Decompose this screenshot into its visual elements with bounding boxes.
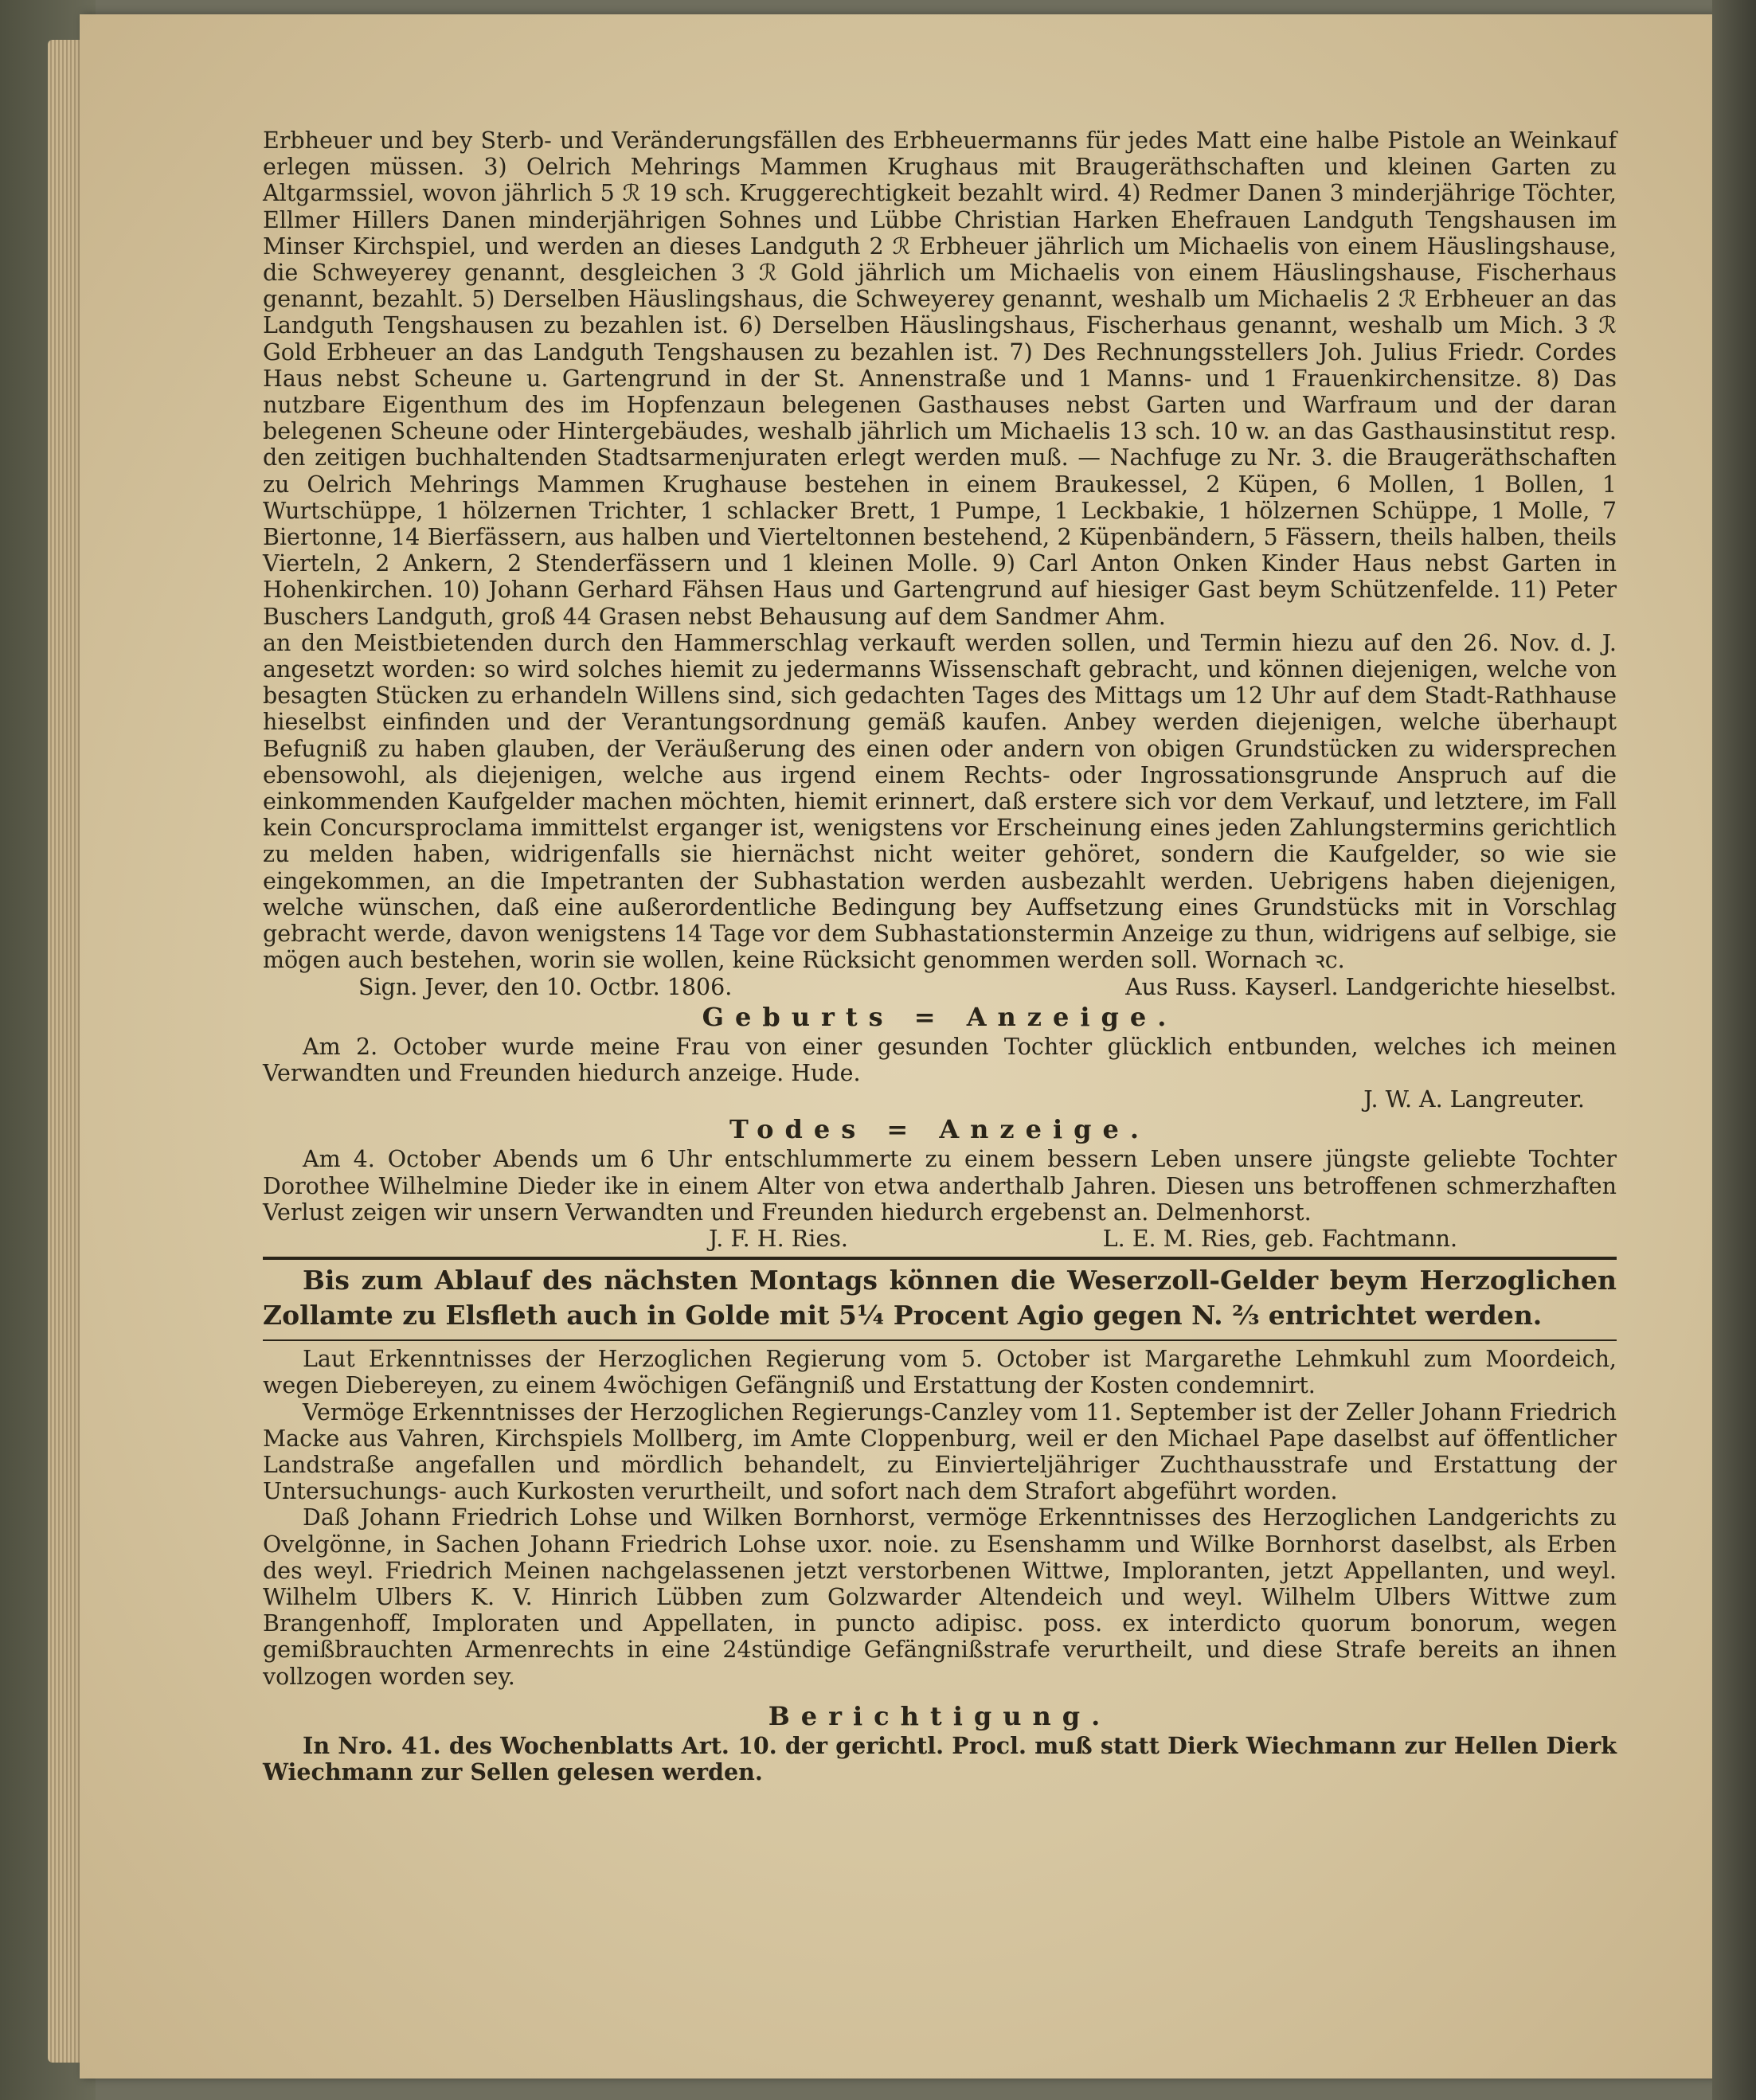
book-gutter	[1712, 0, 1756, 2100]
death-notice-heading: Todes = Anzeige.	[729, 1114, 1150, 1145]
auction-authority: Aus Russ. Kayserl. Landgerichte hieselbst.	[1125, 973, 1617, 1000]
court-notice-1: Laut Erkenntnisses der Herzoglichen Regierung vom 5. October ist Margarethe Lehmkuhl zum Moordeich, wegen Diebereyen, zu einem 4wöchigen Gefängniß und Erstattung der Kosten condemnirt.	[263, 1346, 1617, 1399]
auction-terms: an den Meistbietenden durch den Hammerschlag verkauft werden sollen, und Termin hiezu auf den 26. Nov. d. J. angesetzt worden: so wird solches hiemit zu jedermanns Wissenschaft gebracht, und können diejenigen, welche von besagten Stücken zu erhandeln Willens sind, sich gedachten Tages des Mittags um 12 Uhr auf dem Stadt-Rathhause hieselbst einfinden und der Verantungsordnung gemäß kaufen. Anbey werden diejenigen, welche überhaupt Befugniß zu haben glauben, der Veräußerung des einen oder andern von obigen Grundstücken zu widersprechen ebensowohl, als diejenigen, welche aus irgend einem Rechts- oder Ingrossationsgrunde Anspruch auf die einkommenden Kaufgelder machen möchten, hiemit erinnert, daß erstere sich vor dem Verkauf, und letztere, im Fall kein Concursproclama immittelst erganger ist, wenigstens vor Erscheinung eines jeden Zahlungstermins gerichtlich zu melden haben, widrigenfalls sie hiernächst nicht weiter gehöret, sondern die Kaufgelder, so wie sie eingekommen, an die Impetranten der Subhastation werden ausbezahlt werden. Uebrigens haben diejenigen, welche wünschen, daß eine außerordentliche Bedingung bey Auffsetzung eines Grundstücks mit in Vorschlag gebracht werde, davon wenigstens 14 Tage vor dem Subhastationstermin Anzeige zu thun, widrigens auf selbige, sie mögen auch bestehen, worin sie wollen, keine Rücksicht genommen werden soll. Wornach ꝛc.	[263, 629, 1617, 974]
birth-notice-heading: Geburts = Anzeige.	[702, 1001, 1178, 1032]
page-text	[263, 127, 1617, 1785]
correction-heading: Berichtigung.	[768, 1700, 1112, 1731]
birth-notice-signature-row	[263, 1086, 1617, 1113]
birth-notice-signature: J. W. A. Langreuter.	[1363, 1086, 1585, 1113]
auction-signed: Sign. Jever, den 10. Octbr. 1806.	[358, 973, 733, 1000]
correction-text: In Nro. 41. des Wochenblatts Art. 10. der gerichtl. Procl. muß statt Dierk Wiechmann zur Hellen Dierk Wiechmann zur Sellen gelesen werden.	[263, 1731, 1617, 1785]
death-notice-text: Am 4. October Abends um 6 Uhr entschlummerte zu einem bessern Leben unsere jüngste geliebte Tochter Dorothee Wilhelmine Dieder ike in einem Alter von etwa anderthalb Jahren. Diesen uns betroffenen schmerzhaften Verlust zeigen wir unsern Verwandten und Freunden hiedurch ergebenst an. Delmenhorst.	[263, 1146, 1617, 1226]
section-rule-thin	[263, 1339, 1617, 1341]
auction-signature-row	[263, 974, 1617, 1000]
toll-notice: Bis zum Ablauf des nächsten Montags können die Weserzoll-Gelder beym Herzoglichen Zollamte zu Elsfleth auch in Golde mit 5¼ Procent Agio gegen N. ⅔ entrichtet werden.	[263, 1265, 1617, 1332]
death-notice-signature-right: L. E. M. Ries, geb. Fachtmann.	[1102, 1225, 1457, 1252]
death-notice-signature-left: J. F. H. Ries.	[709, 1225, 848, 1252]
section-rule	[263, 1257, 1617, 1260]
birth-notice-text: Am 2. October wurde meine Frau von einer gesunden Tochter glücklich entbunden, welches ich meinen Verwandten und Freunden hiedurch anzeige. Hude.	[263, 1033, 1617, 1086]
court-notice-2: Vermöge Erkenntnisses der Herzoglichen Regierungs-Canzley vom 11. September ist der Zeller Johann Friedrich Macke aus Vahren, Kirchspiels Mollberg, im Amte Cloppenburg, weil er den Michael Pape daselbst auf öffentlicher Landstraße angefallen und mördlich behandelt, zu Einvierteljähriger Zuchthausstrafe und Erstattung der Untersuchungs- auch Kurkosten verurtheilt, und sofort nach dem Strafort abgeführt worden.	[263, 1398, 1617, 1505]
court-notice-3: Daß Johann Friedrich Lohse und Wilken Bornhorst, vermöge Erkenntnisses des Herzoglichen Landgerichts zu Ovelgönne, in Sachen Johann Friedrich Lohse uxor. noie. zu Esenshamm und Wilke Bornhorst daselbst, als Erben des weyl. Friedrich Meinen nachgelassenen jetzt verstorbenen Wittwe, Imploranten, jetzt Appellanten, und weyl. Wilhelm Ulbers K. V. Hinrich Lübben zum Golzwarder Altendeich und weyl. Wilhelm Ulbers Wittwe zum Brangenhoff, Imploraten und Appellaten, in puncto adipisc. poss. ex interdicto quorum bonorum, wegen gemißbrauchten Armenrechts in eine 24stündige Gefängnißstrafe verurtheilt, und diese Strafe bereits an ihnen vollzogen worden sey.	[263, 1504, 1617, 1690]
auction-paragraph: Erbheuer und bey Sterb- und Veränderungsfällen des Erbheuermanns für jedes Matt eine halbe Pistole an Weinkauf erlegen müssen. 3) Oelrich Mehrings Mammen Krughaus mit Braugeräthschaften und kleinen Garten zu Altgarmssiel, wovon jährlich 5 ℛ 19 sch. Kruggerechtigkeit bezahlt wird. 4) Redmer Danen 3 minderjährige Töchter, Ellmer Hillers Danen minderjährigen Sohnes und Lübbe Christian Harken Ehefrauen Landguth Tengshausen im Minser Kirchspiel, und werden an dieses Landguth 2 ℛ Erbheuer jährlich um Michaelis von einem Häuslingshause, die Schweyerey genannt, desgleichen 3 ℛ Gold jährlich um Michaelis von einem Häuslingshause, Fischerhaus genannt, bezahlt. 5) Derselben Häuslingshaus, die Schweyerey genannt, weshalb um Michaelis 2 ℛ Erbheuer an das Landguth Tengshausen zu bezahlen ist. 6) Derselben Häuslingshaus, Fischerhaus genannt, weshalb um Mich. 3 ℛ Gold Erbheuer an das Landguth Tengshausen zu bezahlen ist. 7) Des Rechnungsstellers Joh. Julius Friedr. Cordes Haus nebst Scheune u. Gartengrund in der St. Annenstraße und 1 Manns- und 1 Frauenkirchensitze. 8) Das nutzbare Eigenthum des im Hopfenzaun belegenen Gasthauses nebst Garten und Warfraum und der daran belegenen Scheune oder Hintergebäudes, weshalb jährlich um Michaelis 13 sch. 10 w. an das Gasthausinstitut resp. den zeitigen buchhaltenden Stadtsarmenjuraten erlegt werden muß. — Nachfuge zu Nr. 3. die Braugeräthschaften zu Oelrich Mehrings Mammen Krughause bestehen in einem Braukessel, 2 Küpen, 6 Mollen, 1 Bollen, 1 Wurtschüppe, 1 hölzernen Trichter, 1 schlacker Brett, 1 Pumpe, 1 Leckbakie, 1 hölzernen Schüppe, 1 Molle, 7 Biertonne, 14 Bierfässern, aus halben und Vierteltonnen bestehend, 2 Küpenbändern, 5 Fässern, theils halben, theils Vierteln, 2 Ankern, 2 Stenderfässern und 1 kleinen Molle. 9) Carl Anton Onken Kinder Haus nebst Garten in Hohenkirchen. 10) Johann Gerhard Fähsen Haus und Gartengrund auf hiesiger Gast beym Schützenfelde. 11) Peter Buschers Landguth, groß 44 Grasen nebst Behausung auf dem Sandmer Ahm.	[263, 127, 1617, 630]
death-notice-signature-row	[263, 1226, 1617, 1252]
